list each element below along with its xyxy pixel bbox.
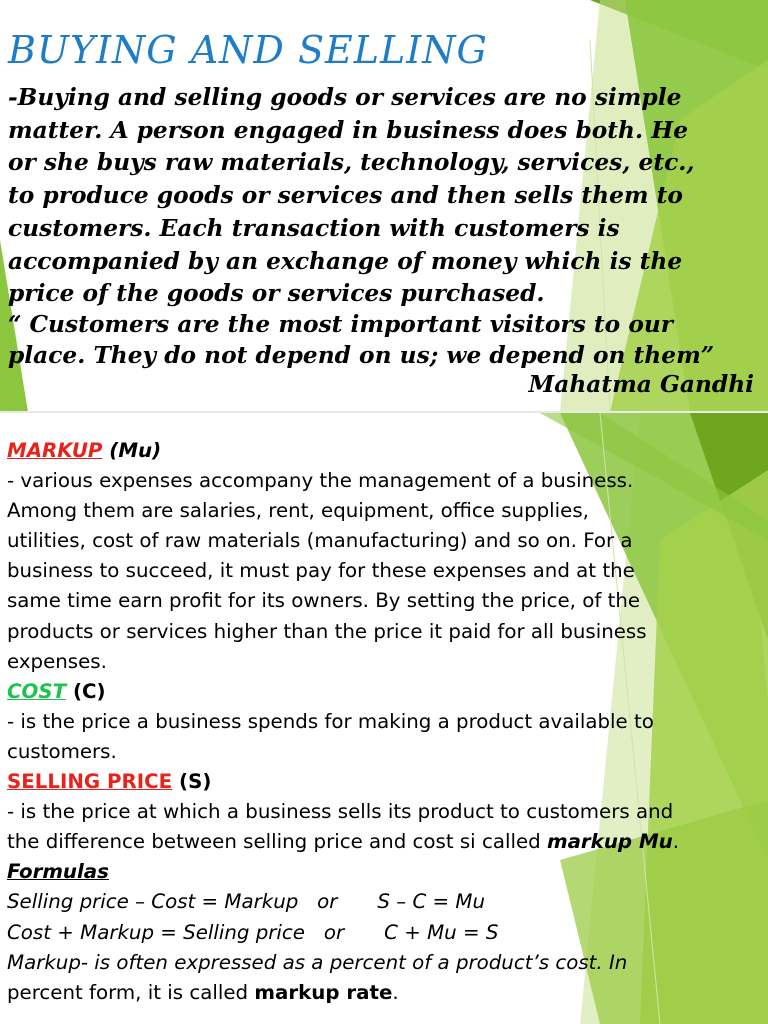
formula-2-or: or	[323, 920, 345, 944]
markup-rate-note-text: Markup- is often expressed as a percent of a product’s cost. In	[7, 950, 628, 974]
selling-price-abbr: (S)	[172, 770, 212, 794]
intro-line: accompanied by an exchange of money which is the	[8, 247, 683, 275]
markup-definition-line: products or services higher than the price it paid for all business	[7, 619, 647, 643]
markup-definition-line: business to succeed, it must pay for these expenses and at the	[7, 559, 635, 583]
selling-price-heading	[7, 767, 767, 797]
selling-price-line-prefix: the difference between selling price and cost si called	[7, 830, 547, 854]
markup-rate-note-prefix: percent form, it is called	[7, 980, 255, 1004]
formula-2-symbolic: C + Mu = S	[384, 920, 499, 944]
markup-abbr: (Mu)	[102, 439, 162, 462]
selling-price-line-suffix: .	[672, 830, 680, 854]
markup-definition-line: - various expenses accompany the management of a business.	[7, 469, 634, 493]
formula-line-1	[7, 887, 767, 917]
formula-1-symbolic: S – C = Mu	[377, 890, 486, 914]
markup-term	[7, 439, 102, 462]
markup-definition-line: utilities, cost of raw materials (manufacturing) and so on. For a	[7, 529, 633, 553]
formulas-heading	[7, 857, 767, 887]
intro-line: to produce goods or services and then sells them to	[8, 182, 683, 210]
formulas-heading-text: Formulas	[7, 860, 109, 884]
slide-markup-definitions	[0, 412, 768, 1024]
cost-definition-line: - is the price a business spends for making a product available to	[7, 709, 654, 733]
formula-1-or: or	[317, 890, 338, 914]
markup-rate-note-suffix: .	[392, 980, 399, 1004]
markup-definition-line: expenses.	[7, 649, 107, 673]
intro-line: customers. Each transaction with customers is	[8, 214, 620, 242]
definitions-body	[7, 436, 767, 1008]
cost-term: COST	[7, 679, 67, 703]
selling-price-term: SELLING PRICE	[7, 770, 173, 794]
intro-line: -Buying and selling goods or services are no simple	[8, 84, 682, 111]
selling-price-definition-line	[7, 827, 767, 857]
intro-line: or she buys raw materials, technology, services, etc.,	[8, 149, 695, 177]
selling-price-definition-line: - is the price at which a business sells its product to customers and	[7, 800, 674, 824]
cost-heading	[7, 677, 767, 707]
markup-heading	[7, 436, 767, 466]
formula-line-2	[7, 918, 767, 948]
markup-rate-note-line	[7, 948, 767, 978]
markup-definition-line: Among them are salaries, rent, equipment, office supplies,	[7, 499, 589, 523]
quote-line: “ Customers are the most important visitors to our	[8, 311, 674, 338]
markup-definition-line: same time earn profit for its owners. By setting the price, of the	[7, 589, 641, 613]
slide-buying-and-selling	[0, 0, 768, 412]
gandhi-quote	[8, 309, 768, 371]
markup-rate-note-line	[7, 978, 767, 1008]
quote-line: place. They do not depend on us; we depend on them”	[8, 342, 715, 369]
cost-abbr: (C)	[66, 679, 106, 703]
markup-term-initial: M	[7, 439, 27, 462]
markup-mu-emphasis: markup Mu	[546, 830, 673, 854]
formula-2-text: Cost + Markup = Selling price	[7, 920, 305, 944]
slide-title: BUYING AND SELLING	[8, 28, 488, 72]
cost-definition-line: customers.	[7, 739, 117, 763]
intro-line: price of the goods or services purchased.	[8, 280, 545, 308]
quote-attribution: Mahatma Gandhi	[528, 371, 754, 398]
intro-paragraph	[8, 82, 768, 311]
markup-rate-emphasis: markup rate	[254, 980, 393, 1004]
markup-term-rest: ARKUP	[26, 439, 103, 462]
intro-line: matter. A person engaged in business does both. He	[8, 116, 689, 144]
formula-1-text: Selling price – Cost = Markup	[7, 890, 299, 914]
